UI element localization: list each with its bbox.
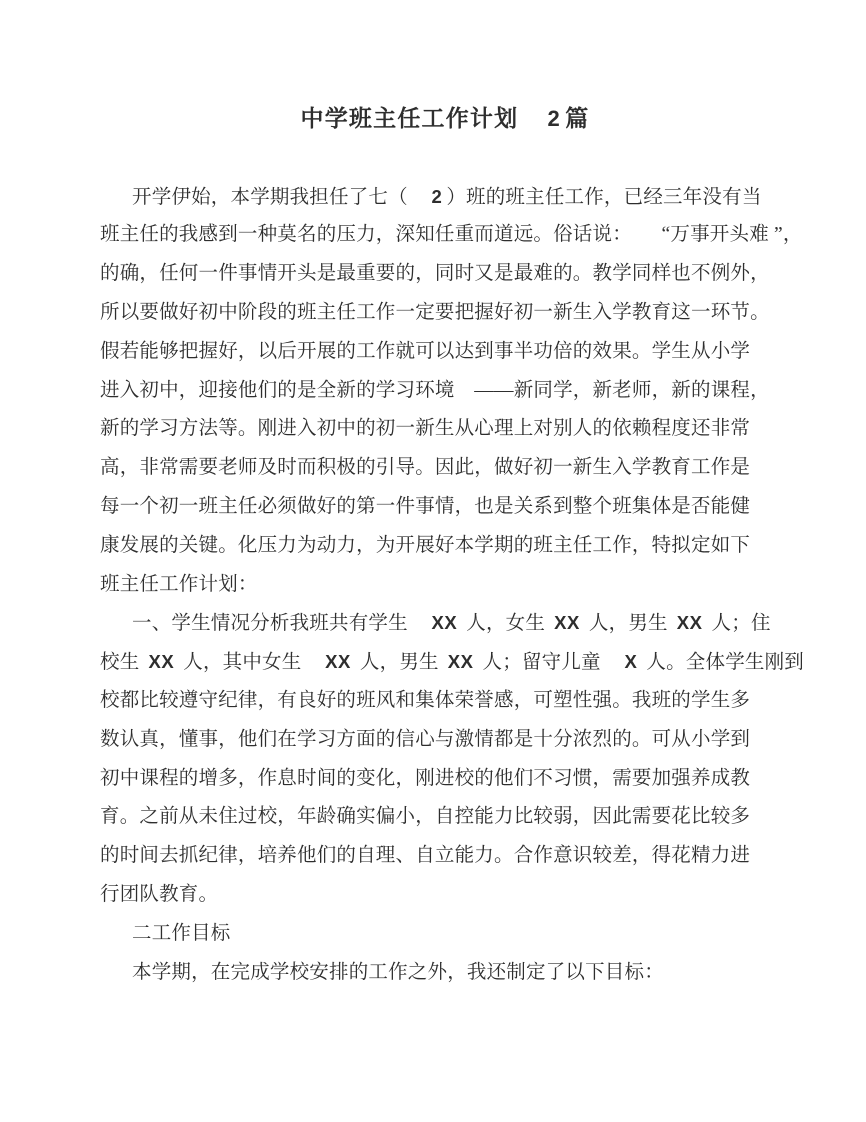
text-line: 进入初中，迎接他们的是全新的学习环境 ——新同学，新老师，新的课程， <box>100 379 770 401</box>
text-line: 行团队教育。 <box>100 883 219 905</box>
text-line: 班主任的我感到一种莫名的压力，深知任重而道远。俗话说： “万事开头难 ”， <box>100 224 803 246</box>
text-line: 校都比较遵守纪律，有良好的班风和集体荣誉感，可塑性强。我班的学生多 <box>100 689 751 711</box>
latin-number: XX <box>447 651 474 673</box>
latin-number: 2 <box>431 185 443 207</box>
latin-number: X <box>624 651 638 673</box>
latin-number: XX <box>431 612 458 634</box>
text-line: 新的学习方法等。刚进入初中的初一新生从心理上对别人的依赖程度还非常 <box>100 418 751 440</box>
text-line: 二工作目标 <box>132 922 231 944</box>
text-line: 育。之前从未住过校，年龄确实偏小，自控能力比较弱，因此需要花比较多 <box>100 806 751 828</box>
latin-number: XX <box>676 612 703 634</box>
text-line: 数认真，懂事，他们在学习方面的信心与激情都是十分浓烈的。可从小学到 <box>100 728 751 750</box>
text-line: 假若能够把握好，以后开展的工作就可以达到事半功倍的效果。学生从小学 <box>100 340 751 362</box>
text-line: 康发展的关键。化压力为动力，为开展好本学期的班主任工作，特拟定如下 <box>100 534 751 556</box>
text-line: 本学期，在完成学校安排的工作之外，我还制定了以下目标： <box>132 961 664 983</box>
text-line: 班主任工作计划： <box>100 573 258 595</box>
text-line: 高，非常需要老师及时而积极的引导。因此，做好初一新生入学教育工作是 <box>100 457 751 479</box>
text-line: 的确，任何一件事情开头是最重要的，同时又是最难的。教学同样也不例外， <box>100 263 770 285</box>
document-content <box>100 100 804 992</box>
text-line: 每一个初一班主任必须做好的第一件事情，也是关系到整个班集体是否能健 <box>100 495 751 517</box>
latin-number: XX <box>325 651 351 673</box>
document-body <box>100 178 804 993</box>
text-line: 的时间去抓纪律，培养他们的自理、自立能力。合作意识较差，得花精力进 <box>100 845 751 867</box>
latin-number: XX <box>554 612 580 634</box>
text-line: 校生 XX 人，其中女生 XX 人，男生 XX 人；留守儿童 X 人。全体学生刚到 <box>100 651 804 674</box>
document-title: 中学班主任工作计划 2 篇 <box>300 106 590 131</box>
latin-number: 2 <box>547 106 561 131</box>
title-body-spacer <box>100 139 790 178</box>
text-line: 初中课程的增多，作息时间的变化，刚进校的他们不习惯，需要加强养成教 <box>100 767 751 789</box>
text-line: 一、学生情况分析我班共有学生 XX 人，女生 XX 人，男生 XX 人；住 <box>132 612 771 635</box>
text-line: 开学伊始，本学期我担任了七（ 2 ）班的班主任工作，已经三年没有当 <box>132 185 762 208</box>
latin-number: XX <box>148 651 175 673</box>
text-line: 所以要做好初中阶段的班主任工作一定要把握好初一新生入学教育这一环节。 <box>100 301 770 323</box>
